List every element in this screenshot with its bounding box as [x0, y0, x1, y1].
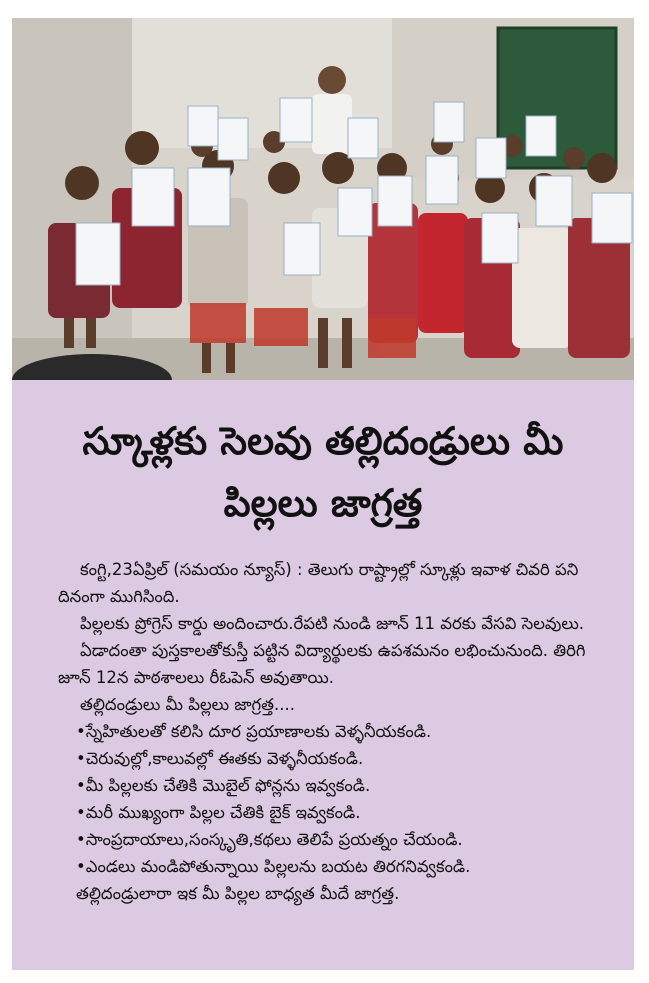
closing-line: తల్లిదండ్రులారా ఇక మీ పిల్లల బాధ్యత మీదే జాగ్రత్త.: [76, 884, 400, 903]
tip-item: •సాంప్రదాయాలు,సంస్కృతి,కథలు తెలిపే ప్రయత్నం చేయండి.: [76, 830, 463, 849]
tip-item: •మరీ ముఖ్యంగా పిల్లల చేతికి బైక్ ఇవ్వకండి.: [76, 803, 361, 822]
article-body: [58, 556, 618, 907]
article-headline: [12, 410, 634, 534]
tip-item: •స్నేహితులతో కలిసి దూర ప్రయాణాలకు వెళ్ళనీయకండి.: [76, 722, 432, 741]
paragraph-3: ఏడాదంతా పుస్తకాలతోకుస్తీ పట్టిన విద్యార్థులకు ఉపశమనం లభించునుంది. తిరిగి జూన్ 12న పాఠశాలలు రీఓపెన్ అవుతాయి.: [58, 641, 586, 687]
classroom-photo-illustration: [12, 18, 634, 380]
paragraph-2: పిల్లలకు ప్రోగ్రెస్ కార్డు అందించారు.రేపటి నుండి జూన్ 11 వరకు వేసవి సెలవులు.: [80, 614, 585, 633]
tip-item: •చెరువుల్లో,కాలువల్లో ఈతకు వెళ్ళనీయకండి.: [76, 749, 364, 768]
news-clipping: [12, 18, 634, 970]
tip-item: •ఎండలు మండిపోతున్నాయి పిల్లలను బయట తిరగనివ్వకండి.: [76, 857, 471, 876]
headline-line-1: స్కూళ్లకు సెలవు తల్లిదండ్రులు మీ: [82, 419, 564, 463]
news-photo: [12, 18, 634, 380]
article-panel: [12, 380, 634, 970]
tip-item: •మీ పిల్లలకు చేతికి మొబైల్ ఫోన్లను ఇవ్వకండి.: [76, 776, 371, 795]
tips-list: [58, 718, 618, 880]
headline-line-2: పిల్లలు జాగ్రత్త: [223, 481, 423, 525]
paragraph-1: కంగ్టి,23ఏప్రిల్ (సమయం న్యూస్) : తెలుగు రాష్ట్రాల్లో స్కూళ్లు ఇవాళ చివరి పని దినంగా ముగిసింది.: [58, 560, 579, 606]
tips-intro: తల్లిదండ్రులు మీ పిల్లలు జాగ్రత్త....: [80, 695, 295, 714]
